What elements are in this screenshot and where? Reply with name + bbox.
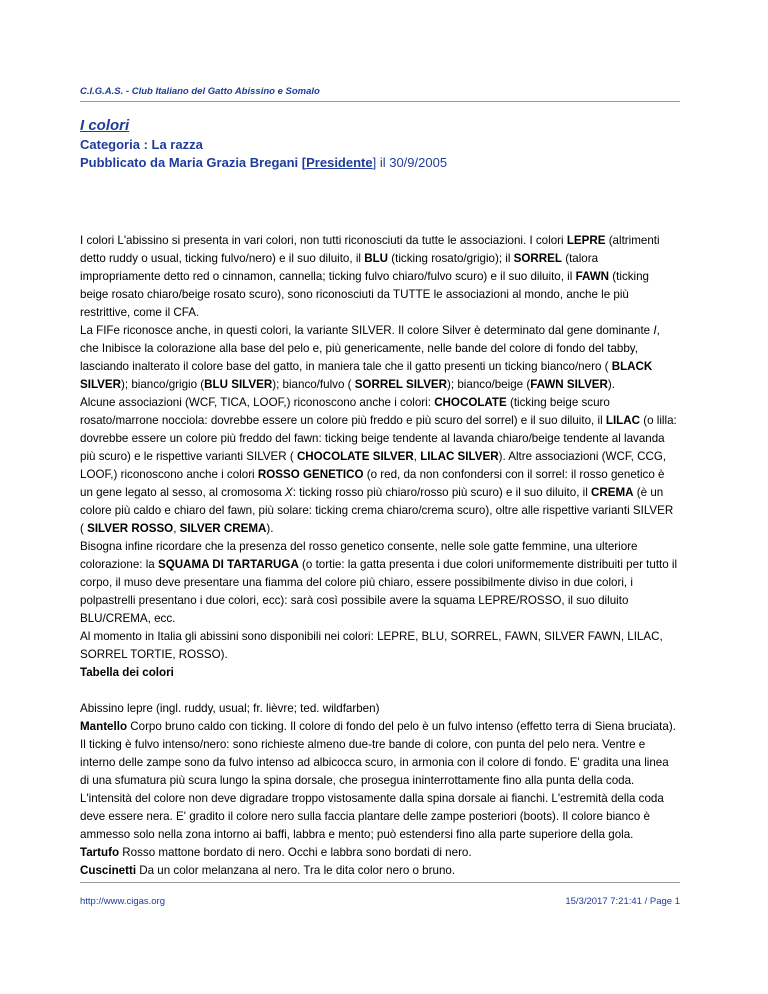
published-prefix: Pubblicato da Maria Grazia Bregani [ <box>80 155 307 170</box>
paragraph-silver: La FIFe riconosce anche, in questi colori, la variante SILVER. Il colore Silver è determinato dal gene dominante I, che Inibisce la colorazione alla base del pelo e, più genericamente, nelle bande del colore di fondo del tabby, lasciando inalterato il colore base del gatto, in maniera tale che il gatto presenti un ticking bianco/nero ( BLACK SILVER); bianco/grigio (BLU SILVER); bianco/fulvo ( SORREL SILVER); bianco/beige (FAWN SILVER). <box>80 324 660 391</box>
paragraph-intro: I colori L'abissino si presenta in vari colori, non tutti riconosciuti da tutte le associazioni. I colori LEPRE (altrimenti detto ruddy o usual, ticking fulvo/nero) e il suo diluito, il BLU (ticking rosato/grigio); il SORREL (talora impropriamente detto red o cinnamon, cannella; ticking fulvo chiaro/fulvo scuro) e il suo diluito, il FAWN (ticking beige rosato chiaro/beige rosato scuro), sono riconosciuti da TUTTE le associazioni al mondo, anche le più restrittive, come il CFA. <box>80 234 660 319</box>
paragraph-italy: Al momento in Italia gli abissini sono disponibili nei colori: LEPRE, BLU, SORREL, FAWN, SILVER FAWN, LILAC, SORREL TORTIE, ROSSO). <box>80 630 663 661</box>
table-heading: Tabella dei colori <box>80 666 174 679</box>
footer-page-info: 15/3/2017 7:21:41 / Page 1 <box>565 896 680 907</box>
published-suffix: ] il 30/9/2005 <box>372 155 448 170</box>
article-title[interactable]: I colori <box>80 117 130 134</box>
paragraph-tartufo: Tartufo Rosso mattone bordato di nero. Occhi e labbra sono bordati di nero. <box>80 846 472 859</box>
header-divider <box>80 101 680 102</box>
paragraph-cuscinetti: Cuscinetti Da un color melanzana al nero. Tra le dita color nero o bruno. <box>80 864 456 877</box>
paragraph-tortie: Bisogna infine ricordare che la presenza del rosso genetico consente, nelle sole gatte femmine, una ulteriore colorazione: la SQUAMA DI TARTARUGA (o tortie: la gatta presenta i due colori uniformemente distribuiti per tutto il corpo, il muso deve presentare una fiamma del colore più chiaro, essere possibilmente diviso in due colori, i polpastrelli presentano i due colori, ecc): sarà così possibile avere la squama LEPRE/ROSSO, il suo diluito BLU/CREMA, ecc. <box>80 540 678 625</box>
paragraph-mantello: Mantello Corpo bruno caldo con ticking. Il colore di fondo del pelo è un fulvo intenso (effetto terra di Siena bruciata). Il ticking è fulvo intenso/nero: sono richieste almeno due-tre bande di colore, con punta del pelo nera. Ventre e interno delle zampe sono da fulvo intenso ad albicocca scuro, in armonia con il colore di fondo. E' gradita una linea di una sfumatura più scura lungo la spina dorsale, che prosegua ininterrottamente fino alla punta della coda. L'intensità del colore non deve digradare troppo vistosamente dalla spina dorsale ai fianchi. L'estremità della coda deve essere nera. E' gradito il colore nero sulla faccia plantare delle zampe posteriori (boots). Il colore bianco è ammesso solo nella zona intorno ai baffi, labbra e mento; può estendersi fino alla parte superiore della gola. <box>80 720 676 841</box>
footer-divider <box>80 882 680 883</box>
paragraph-chocolate: Alcune associazioni (WCF, TICA, LOOF,) riconoscono anche i colori: CHOCOLATE (ticking beige scuro rosato/marrone nocciola: dovrebbe essere un colore più freddo e più scuro del sorrel) e il suo diluito, il LILAC (o lilla: dovrebbe essere un colore più freddo del fawn: ticking beige tendente al lavanda chiaro/beige tendente al lavanda più scuro) e le rispettive varianti SILVER ( CHOCOLATE SILVER, LILAC SILVER). Altre associazioni (WCF, CCG, LOOF,) riconoscono anche i colori ROSSO GENETICO (o red, da non confondersi con il sorrel: il rosso genetico è un gene legato al sesso, al cromosoma X: ticking rosso più chiaro/rosso più scuro) e il suo diluito, il CREMA (è un colore più caldo e chiaro del fawn, più solare: ticking crema chiaro/crema scuro), oltre alle rispettive varianti SILVER ( SILVER ROSSO, SILVER CREMA). <box>80 396 677 535</box>
article-meta <box>80 136 680 172</box>
paragraph-lepre: Abissino lepre (ingl. ruddy, usual; fr. lièvre; ted. wildfarben) <box>80 702 380 715</box>
category-label: Categoria : La razza <box>80 137 203 152</box>
author-role-link[interactable]: Presidente <box>306 155 373 170</box>
footer-url-link[interactable]: http://www.cigas.org <box>80 896 166 907</box>
article-body <box>80 232 680 880</box>
published-line <box>80 154 680 172</box>
site-header: C.I.G.A.S. - Club Italiano del Gatto Abissino e Somalo <box>80 86 320 97</box>
